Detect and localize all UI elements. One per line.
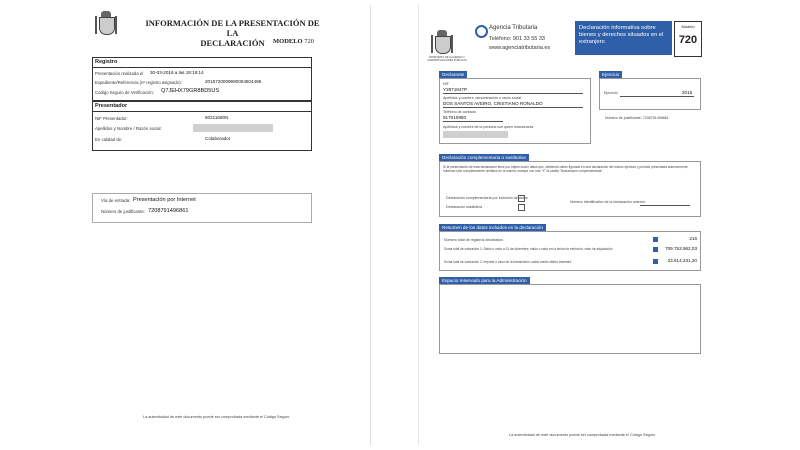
calidad-label: En calidad de: [95, 137, 123, 142]
page-title: INFORMACIÓN DE LA PRESENTACIÓN DE LA DECLARACIÓN [145, 18, 320, 48]
registro-section [92, 57, 312, 101]
resumen-section: Número total de registros declarados 216 Suma total de valoración 1: Saldo o valor a 31 de diciembre; saldo o valor en la fecha de extinción; valor de adquisición 709.753.962,03 Suma total de valoración 2: Importe o valor de la transmisión; saldo medio último trimestre 23.614.231,20 [439, 231, 701, 271]
agencia-tributaria-logo-icon [475, 25, 488, 38]
presentacion-value: 30-03-2016 a las 19:19:14 [150, 70, 204, 75]
declarante-section: NIF Y2871847P Apellidos y nombre, denominación o razón social DOS SANTOS AVEIRO, CRISTIANO RONALDO Teléfono de contacto 917010950 Apellidos y nombre de la persona con quien relacionarse [439, 78, 591, 144]
csv-value: Q7JEHX79GR8BD5US [161, 88, 220, 94]
authenticity-footer: La autenticidad de este documento puede ser comprobada mediante el Código Seguro [143, 415, 290, 419]
website-text: www.agenciatributaria.es [489, 45, 551, 51]
resumen-registros: 216 [689, 236, 697, 241]
ministry-caption: MINISTERIO DE HACIENDA Y ADMINISTRACIONES PÚBLICAS [427, 56, 467, 62]
form-title: Declaración informativa sobre bienes y derechos situados en el extranjero [579, 25, 664, 45]
justificante-line: Número de justificante: 7208791496861 [605, 116, 669, 120]
modelo-label: MODELO 720 [273, 38, 314, 45]
entrada-section [92, 193, 312, 223]
form-title-box [575, 21, 672, 55]
agency-name: Agencia Tributaria [489, 25, 538, 31]
tab-declarante: Declarante [439, 71, 467, 78]
presentador-heading: Presentador [95, 103, 128, 109]
justificante-label: Número de justificante: [101, 209, 145, 214]
tab-ejercicio: Ejercicio [599, 71, 622, 78]
presentacion-label: Presentación realizada el [95, 71, 144, 76]
modelo-box: Modelo 720 [674, 21, 702, 57]
nombre-label: Apellidos y Nombre / Razón social: [95, 126, 162, 131]
phone-line: Teléfono: 901 33 55 33 [489, 36, 545, 42]
ejercicio-value: 2015 [682, 90, 693, 95]
ejercicio-section: Ejercicio 2015 [599, 78, 701, 110]
justificante-value: 7208791496861 [148, 208, 189, 214]
spain-coat-of-arms-icon [95, 10, 117, 36]
tab-resumen: Resumen de los datos incluidos en la declaración [439, 224, 546, 231]
authenticity-footer: La autenticidad de este documento puede ser comprobada mediante el Código Seguro [509, 433, 656, 437]
expediente-label: Expediente/Referencia (nº registro asignado): [95, 80, 182, 85]
complementaria-checkbox[interactable] [518, 195, 525, 202]
presentador-section [92, 101, 312, 151]
declarante-nombre: DOS SANTOS AVEIRO, CRISTIANO RONALDO [443, 101, 543, 106]
calidad-value: Colaborador [205, 136, 231, 141]
via-value: Presentación por Internet [133, 197, 196, 203]
expediente-value: 20157200099900045044​96 [205, 79, 262, 84]
complementaria-section: Si la presentación de esta declaración tiene por objeto incluir datos que, debiendo haber figurado en otra declaración del mismo ejercicio y periodo presentada anteriormente, hubieran sido completamente omitidos en la misma, marque con una "X" la casilla "Declaración complementaria". Declaración complementaria por inclusión de datos Declaración sustitutiva Número identificativo de la declaración anterior [439, 161, 701, 217]
tab-reservado: Espacio reservado para la Administración [439, 277, 530, 284]
declarante-nif: Y2871847P [443, 87, 468, 92]
redacted-name [193, 124, 273, 132]
nif-presentador-value: 50211680N [205, 115, 229, 120]
tab-complementaria: Declaración complementaria o sustitutiva [439, 154, 529, 161]
csv-label: Código Seguro de Verificación: [95, 90, 155, 95]
sustitutiva-checkbox[interactable] [518, 204, 525, 211]
redacted-contact [443, 131, 508, 138]
modelo-720-form-page [418, 5, 719, 445]
presentation-info-page [85, 5, 371, 445]
reservado-section [439, 284, 701, 354]
nif-presentador-label: NIF Presentador: [95, 116, 128, 121]
via-label: Vía de entrada: [101, 198, 131, 203]
spain-coat-of-arms-icon [431, 29, 453, 55]
resumen-valoracion-2: 23.614.231,20 [667, 258, 697, 263]
declarante-telefono: 917010950 [443, 115, 466, 120]
resumen-valoracion-1: 709.753.962,03 [665, 246, 697, 251]
registro-heading: Registro [95, 59, 118, 65]
